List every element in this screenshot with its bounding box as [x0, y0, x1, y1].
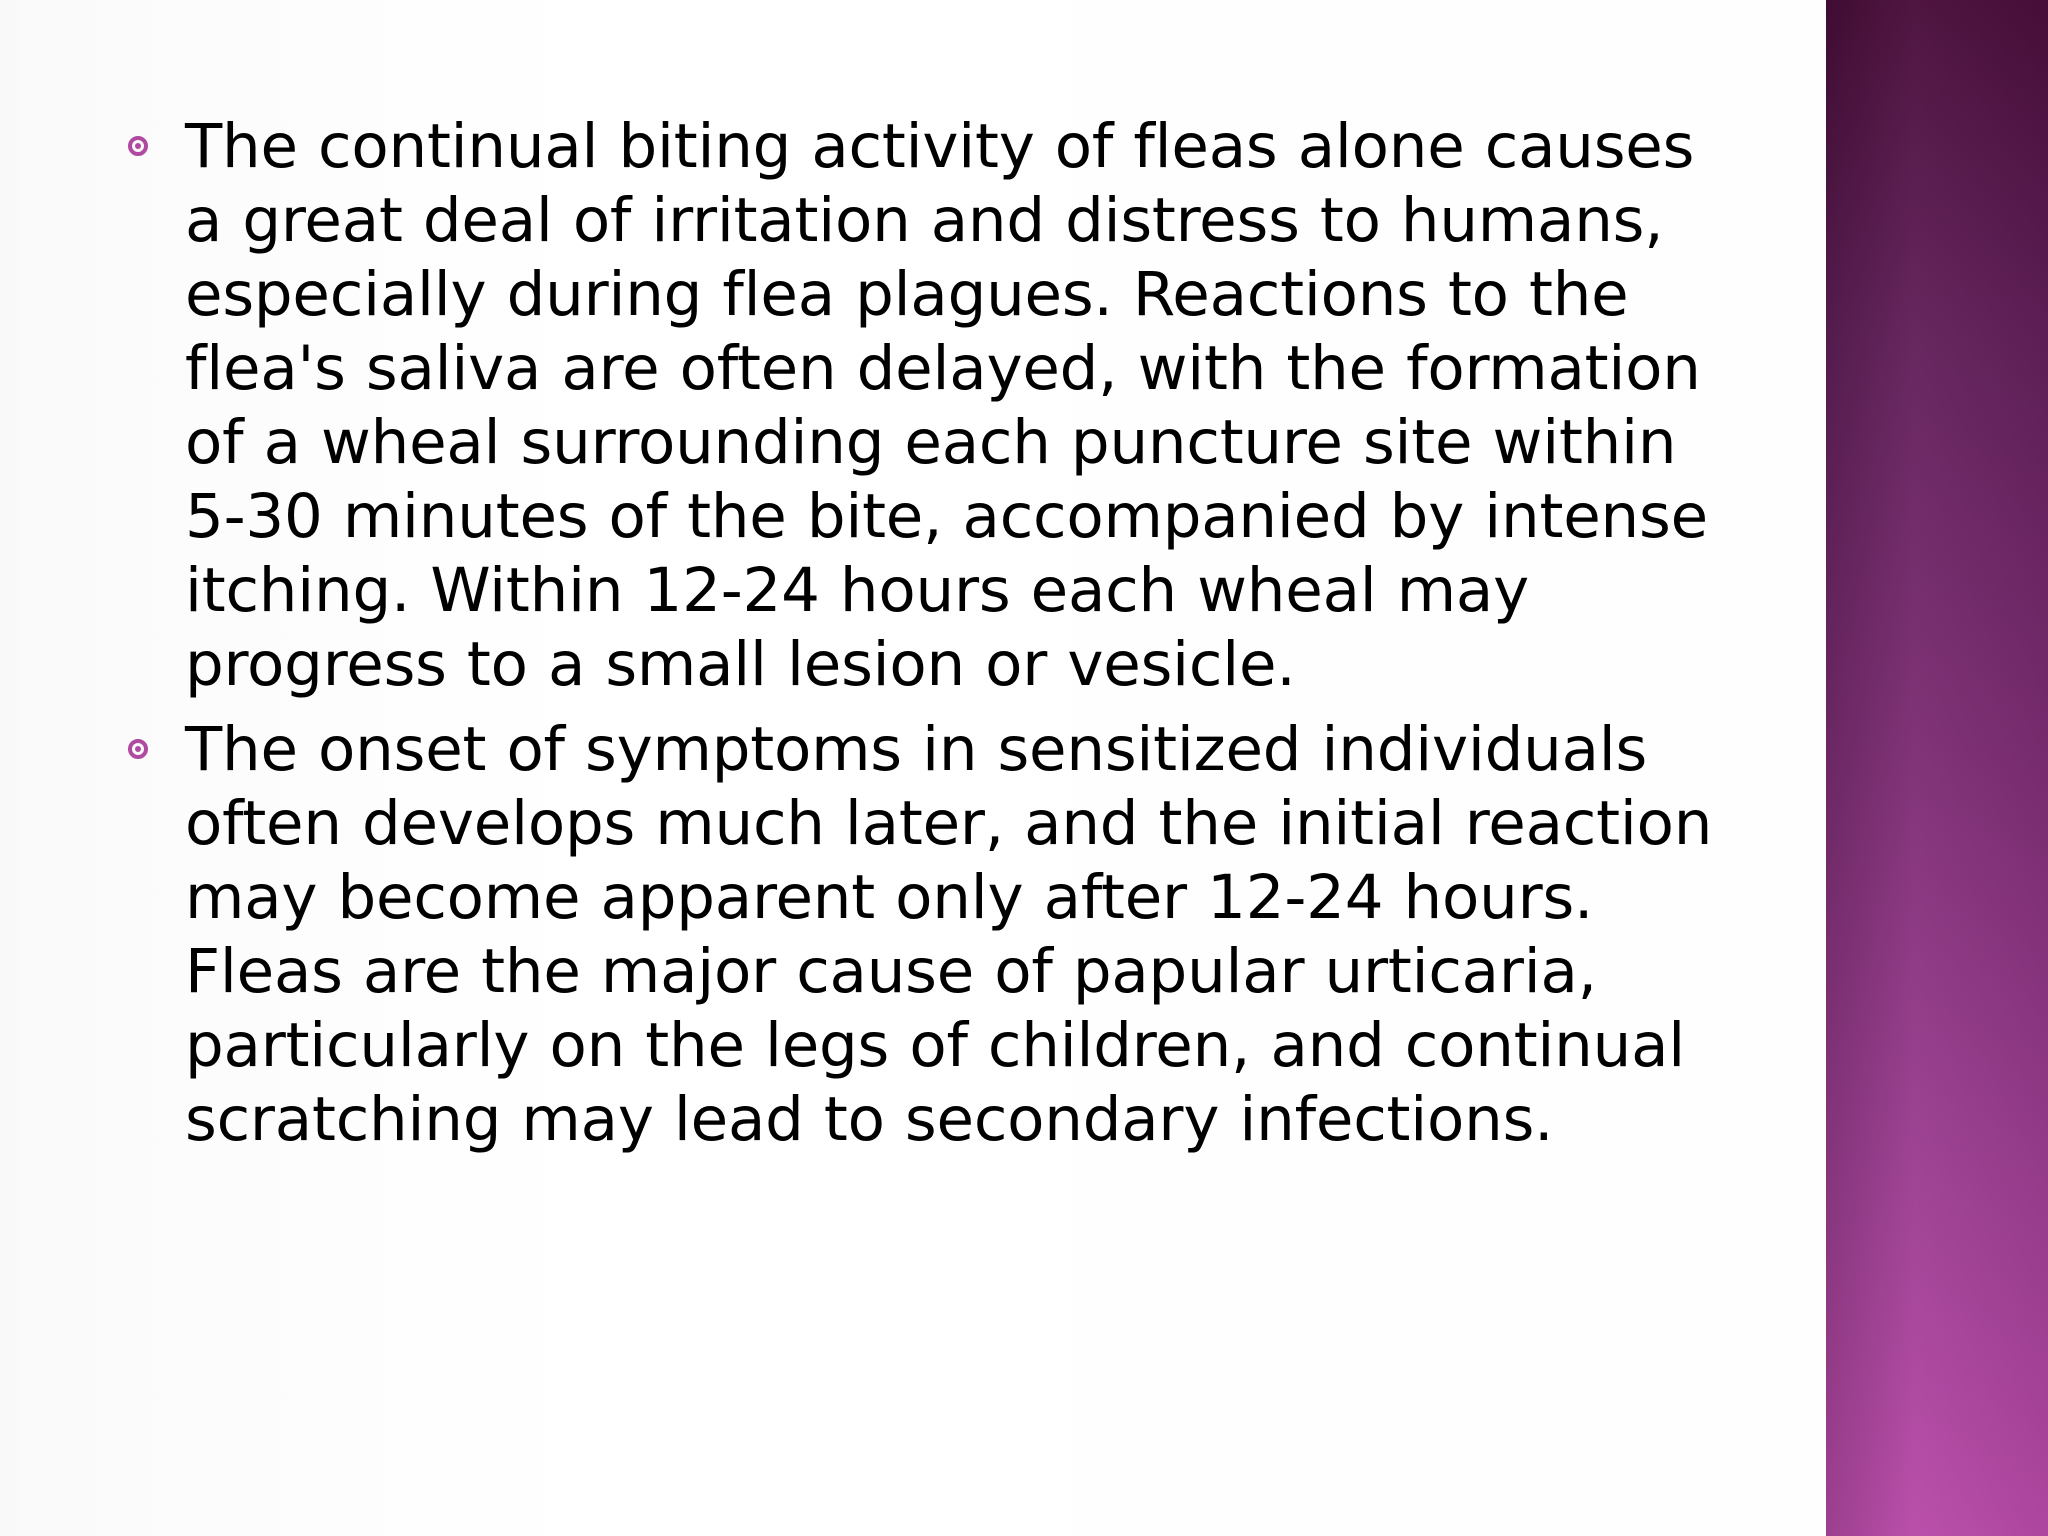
bullet-marker-icon [128, 136, 148, 156]
bullet-marker-icon [128, 739, 148, 759]
bullet-text-2: The onset of symptoms in sensitized individuals often develops much later, and the initial reaction may become apparent only after 12-24 hours. Fleas are the major cause of papular urticaria, particularly on the legs of children, and continual scratching may lead to secondary infections. [185, 714, 1713, 1155]
bullet-item-1 [0, 110, 1720, 702]
decorative-side-band [1826, 0, 2048, 1536]
bullet-list [0, 110, 1720, 1168]
bullet-item-2 [0, 713, 1720, 1157]
bullet-text-1: The continual biting activity of fleas alone causes a great deal of irritation and distress to humans, especially during flea plagues. Reactions to the flea's saliva are often delayed, with the formation of a wheal surrounding each puncture site within 5-30 minutes of the bite, accompanied by intense itching. Within 12-24 hours each wheal may progress to a small lesion or vesicle. [185, 111, 1708, 700]
